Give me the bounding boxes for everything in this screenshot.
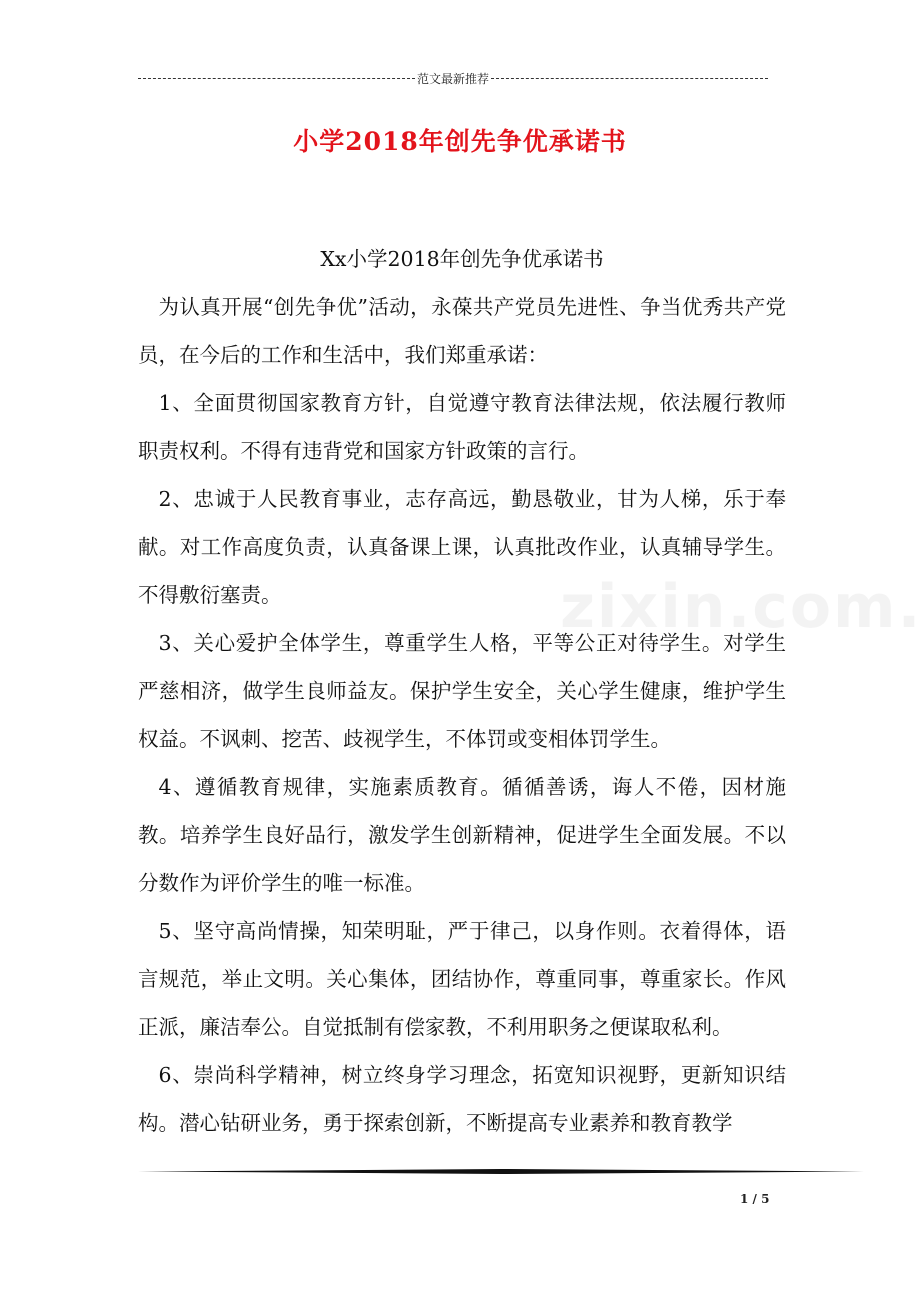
document-subtitle: Xx小学2018年创先争优承诺书 [320,247,604,271]
paragraph-item-1: 1、全面贯彻国家教育方针，自觉遵守教育法律法规，依法履行教师职责权利。不得有违背党和国家方针政策的言行。 [138,391,786,463]
paragraph-item-4: 4、遵循教育规律，实施素质教育。循循善诱，诲人不倦，因材施教。培养学生良好品行，激发学生创新精神，促进学生全面发展。不以分数作为评价学生的唯一标准。 [138,775,786,895]
document-body [138,235,786,1147]
header-dash-left [138,78,415,79]
paragraph-intro: 为认真开展“创先争优”活动，永葆共产党员先进性、争当优秀共产党员，在今后的工作和生活中，我们郑重承诺： [138,295,786,367]
header-label: 范文最新推荐 [417,72,490,86]
page-number: 1 / 5 [740,1192,770,1206]
footer-divider [138,1169,864,1174]
document-title: 小学2018年创先争优承诺书 [293,127,627,156]
paragraph-item-3: 3、关心爱护全体学生，尊重学生人格，平等公正对待学生。对学生严慈相济，做学生良师益友。保护学生安全，关心学生健康，维护学生权益。不讽刺、挖苦、歧视学生，不体罚或变相体罚学生。 [138,631,786,751]
header-rule [138,70,768,87]
paragraph-item-6: 6、崇尚科学精神，树立终身学习理念，拓宽知识视野，更新知识结构。潜心钻研业务，勇于探索创新，不断提高专业素养和教育教学 [138,1063,786,1135]
paragraph-item-5: 5、坚守高尚情操，知荣明耻，严于律己，以身作则。衣着得体，语言规范，举止文明。关心集体，团结协作，尊重同事，尊重家长。作风正派，廉洁奉公。自觉抵制有偿家教，不利用职务之便谋取私利。 [138,919,786,1039]
paragraph-item-2: 2、忠诚于人民教育事业，志存高远，勤恳敬业，甘为人梯，乐于奉献。对工作高度负责，认真备课上课，认真批改作业，认真辅导学生。不得敷衍塞责。 [138,487,786,607]
header-dash-right [491,78,768,79]
